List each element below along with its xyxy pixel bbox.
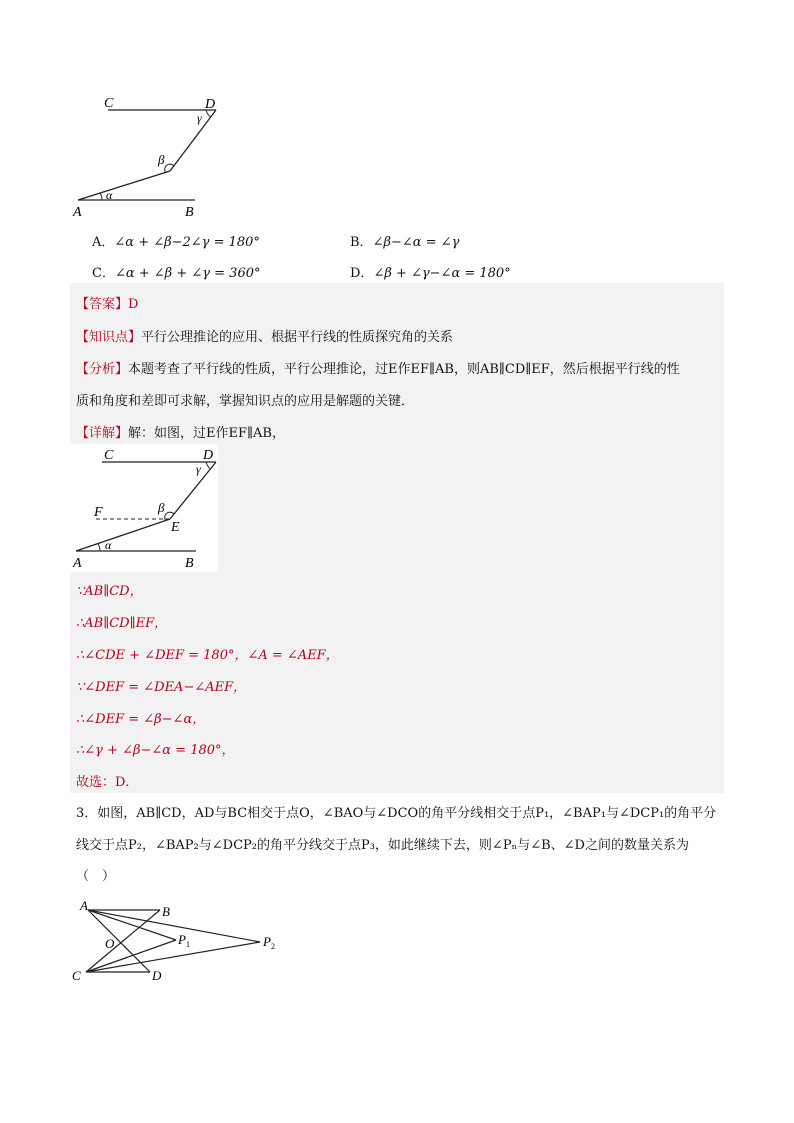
label-p2: $P_2$ (263, 934, 275, 951)
analysis-tag: 【分析】 (76, 362, 129, 377)
figure-3-diagram (70, 896, 290, 988)
label-a-3: A (80, 898, 88, 913)
option-a (92, 231, 260, 250)
line-de-2 (170, 462, 216, 519)
label-o: O (105, 936, 115, 951)
label-a-2: A (73, 556, 82, 571)
answer-line (76, 293, 138, 312)
label-b-3: B (162, 904, 170, 919)
label-alpha: α (106, 188, 113, 202)
label-gamma: γ (197, 111, 202, 125)
angle-gamma-arc-2 (206, 462, 211, 469)
option-c-label: C． (92, 266, 115, 281)
line-ea-2 (76, 519, 170, 551)
option-b-text: ∠β−∠α = ∠γ (372, 235, 460, 250)
label-b: B (185, 205, 194, 220)
label-d: D (205, 97, 216, 112)
label-d-3: D (152, 968, 162, 983)
analysis-line-1 (76, 358, 680, 377)
knowledge-line (76, 326, 453, 345)
label-e: E (171, 520, 180, 535)
option-d-label: D． (350, 266, 374, 281)
problem-3-line-1: 3．如图，AB∥CD，AD与BC相交于点O，∠BAO与∠DCO的角平分线相交于点P₁，∠BAP₁与∠DCP₁的角平分 (76, 806, 717, 821)
option-c (92, 262, 260, 281)
detail-line (76, 422, 285, 441)
label-alpha-2: α (105, 538, 112, 552)
problem-3-line-2: 线交于点P₂，∠BAP₂与∠DCP₂的角平分线交于点P₃，如此继续下去，则∠Pₙ与∠B、∠D之间的数量关系为 (76, 838, 689, 853)
option-a-text: ∠α + ∠β−2∠γ = 180° (114, 235, 260, 250)
answer-value: D (128, 297, 139, 312)
line-cp1 (86, 940, 176, 972)
detail-tag: 【详解】 (76, 426, 129, 441)
label-gamma-2: γ (196, 462, 201, 476)
figure-1-diagram (70, 92, 240, 222)
detail-text: 解：如图，过E作EF∥AB， (128, 426, 285, 441)
label-c-2: C (104, 448, 114, 463)
label-beta-2: β (158, 500, 165, 515)
step-4: ∵∠DEF = ∠DEA−∠AEF， (76, 680, 247, 695)
analysis-text-1: 本题考查了平行线的性质，平行公理推论，过E作EF∥AB，则AB∥CD∥EF，然后根据平行线的性 (128, 362, 680, 377)
option-c-text: ∠α + ∠β + ∠γ = 360° (114, 266, 261, 281)
step-3: ∴∠CDE + ∠DEF = 180°，∠A = ∠AEF， (76, 648, 339, 663)
analysis-line-2 (76, 390, 414, 409)
label-beta: β (158, 152, 165, 167)
step-5: ∴∠DEF = ∠β−∠α， (76, 712, 206, 727)
line-ea (78, 171, 170, 200)
option-d (350, 262, 511, 281)
problem-3-line-3: （ ） (76, 869, 116, 884)
option-b (350, 231, 459, 250)
option-b-label: B． (350, 235, 373, 250)
angle-alpha-arc-2 (98, 544, 100, 551)
option-d-text: ∠β + ∠γ−∠α = 180° (373, 266, 511, 281)
option-a-label: A． (92, 235, 115, 250)
label-b-2: B (185, 556, 194, 571)
conclusion: 故选：D． (76, 775, 139, 790)
knowledge-text: 平行公理推论的应用、根据平行线的性质探究角的关系 (141, 330, 454, 345)
label-c-3: C (72, 968, 81, 983)
label-a: A (73, 205, 82, 220)
label-f: F (94, 505, 103, 520)
analysis-text-2: 质和角度和差即可求解，掌握知识点的应用是解题的关键． (76, 394, 415, 409)
label-c: C (104, 96, 114, 111)
knowledge-tag: 【知识点】 (76, 330, 142, 345)
angle-alpha-arc (100, 193, 102, 200)
step-6: ∴∠γ + ∠β−∠α = 180°， (76, 743, 235, 758)
label-d-2: D (203, 448, 214, 463)
step-1: ∵AB∥CD， (76, 584, 143, 599)
step-2: ∴AB∥CD∥EF， (76, 616, 168, 631)
answer-tag: 【答案】 (76, 297, 129, 312)
line-de (170, 110, 216, 171)
label-p1: $P_1$ (178, 932, 190, 949)
figure-2-diagram (70, 444, 218, 572)
